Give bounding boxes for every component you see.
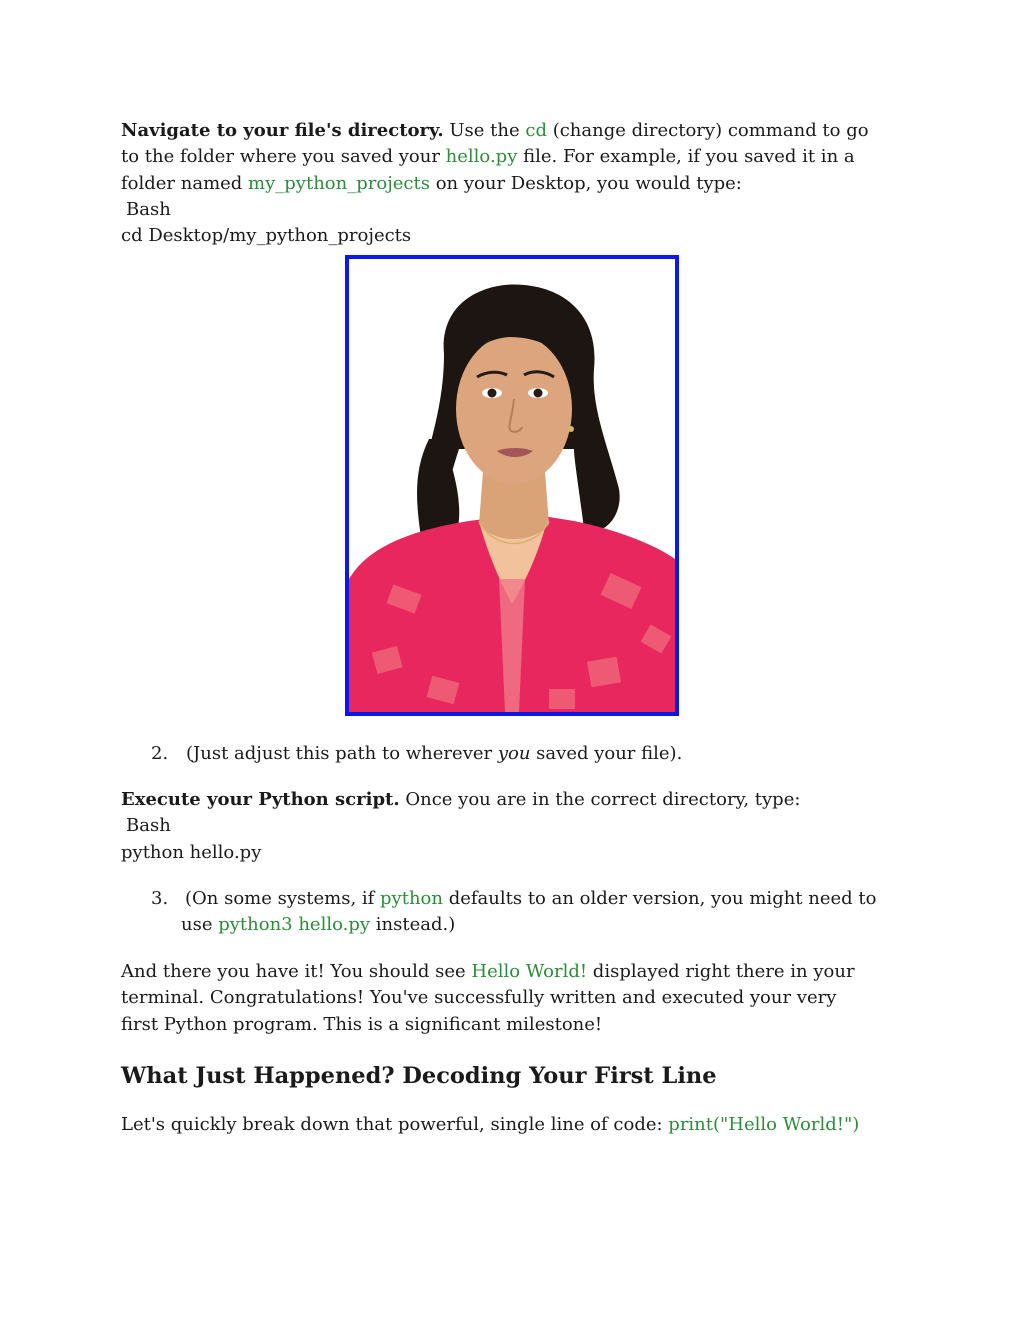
text-span: instead.) (370, 914, 456, 936)
list-number-3: 3. (151, 888, 169, 909)
list-item-2 (186, 741, 886, 767)
portrait-photo (345, 255, 679, 716)
text-span: (change directory) command to go to the folder where you saved your (121, 120, 869, 168)
section-heading: What Just Happened? Decoding Your First Line (121, 1063, 717, 1089)
code-print: print("Hello World!") (668, 1114, 860, 1135)
text-span: (On some systems, if (185, 888, 381, 909)
code-language-label: Bash (126, 815, 171, 837)
list-number-2: 2. (151, 743, 169, 764)
step-navigate-bold: Navigate to your file's directory. (121, 120, 444, 141)
step-execute-bold: Execute your Python script. (121, 789, 400, 810)
step-execute-text (121, 787, 901, 813)
list-item-3 (181, 886, 901, 939)
text-span: (Just adjust this path to wherever (186, 743, 498, 764)
text-span: displayed right there in your terminal. Congratulations! You've successfully written and executed your very first Python program. This is a significant milestone! (121, 961, 855, 1035)
code-python3-hello: python3 hello.py (218, 914, 371, 936)
step-execute (121, 787, 901, 866)
code-folder: my_python_projects (248, 172, 430, 194)
code-python: python (380, 888, 443, 909)
text-span: on your Desktop, you would type: (429, 172, 742, 194)
success-paragraph (121, 959, 861, 1038)
text-span: file. For example, if you saved it in a folder named (121, 146, 855, 194)
portrait-image (349, 259, 675, 712)
code-line-cd: cd Desktop/my_python_projects (121, 225, 412, 247)
emphasis-you: you (497, 743, 531, 764)
code-line-python: python hello.py (121, 841, 262, 863)
code-language-label: Bash (126, 198, 171, 220)
code-hello-world: Hello World! (471, 961, 588, 982)
code-cd: cd (525, 120, 547, 141)
text-span: defaults to an older version, you might need to use (181, 888, 877, 936)
step-navigate-text (121, 118, 891, 197)
text-span: Use the (443, 120, 526, 141)
step-navigate (121, 118, 901, 249)
code-hello-py: hello.py (445, 146, 518, 168)
text-span: Let's quickly break down that powerful, single line of code: (121, 1114, 669, 1135)
text-span: Once you are in the correct directory, type: (399, 789, 801, 810)
breakdown-paragraph (121, 1112, 901, 1138)
text-span: And there you have it! You should see (121, 961, 472, 982)
text-span: saved your file). (530, 743, 683, 764)
